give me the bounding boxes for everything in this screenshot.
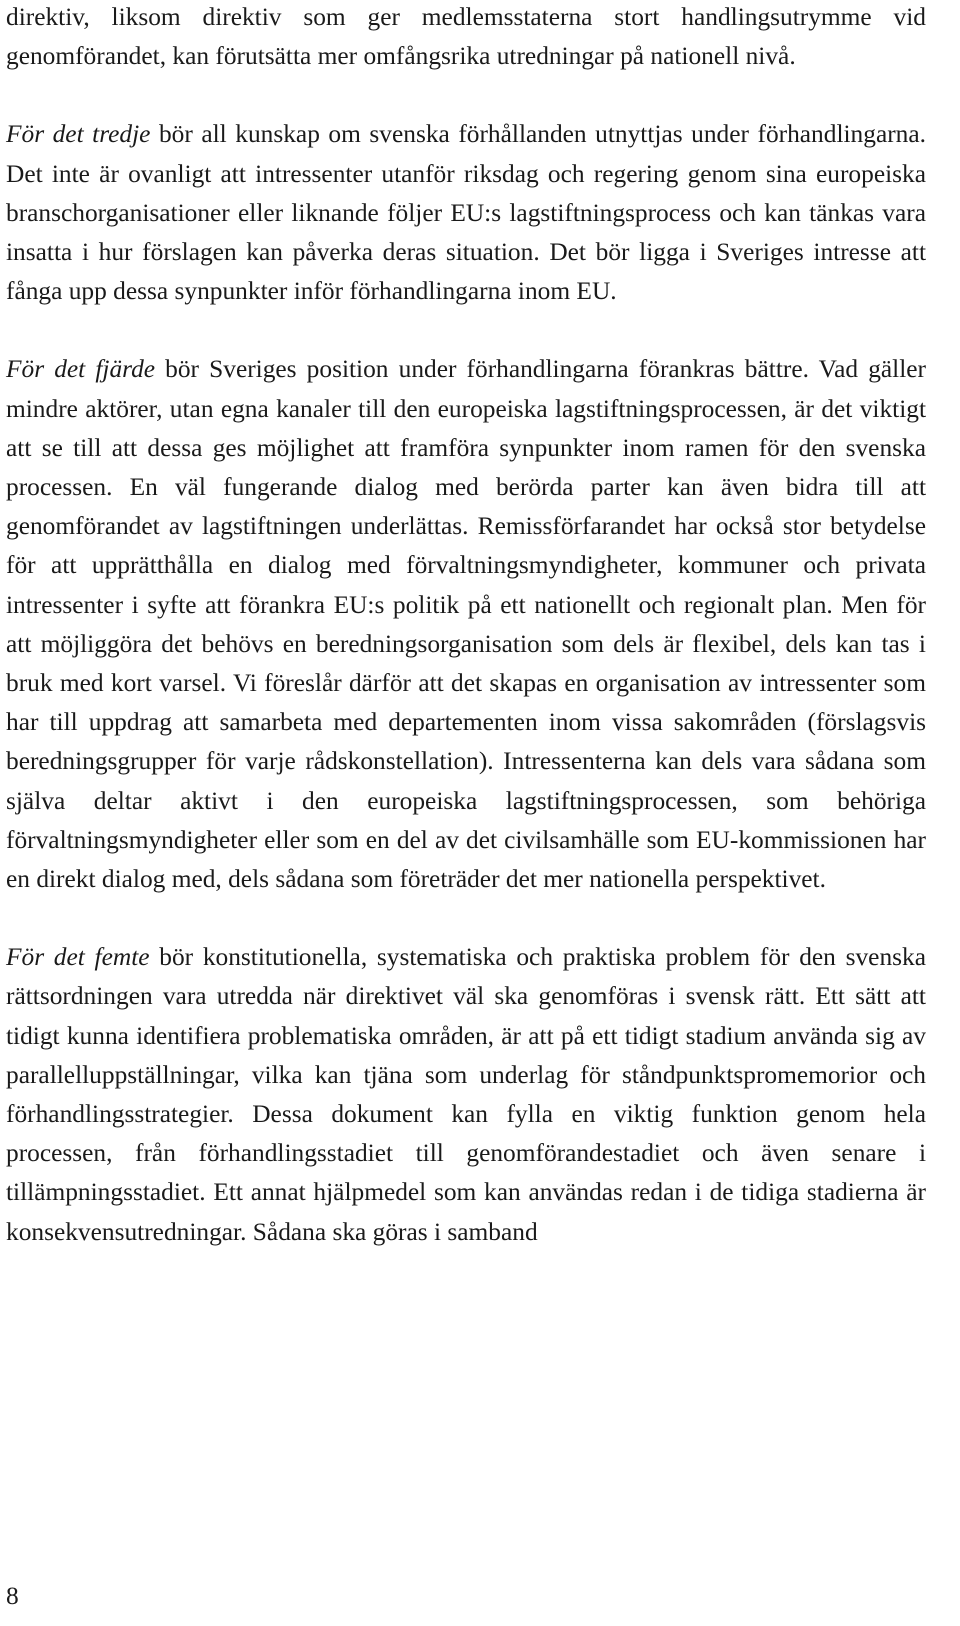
paragraph-fifth bbox=[6, 938, 926, 1252]
paragraph-lead-italic: För det tredje bbox=[6, 120, 151, 149]
paragraph-gap bbox=[6, 899, 926, 938]
paragraph-gap bbox=[6, 311, 926, 350]
paragraph-gap bbox=[6, 76, 926, 115]
document-page bbox=[6, 0, 926, 1252]
paragraph-text: bör Sveriges position under förhandlingarna förankras bättre. Vad gäller mindre aktörer, utan egna kanaler till den europeiska lagstiftningsprocessen, är det viktigt att se till att dessa ges möjlighet att framföra synpunkter inom ramen för den svenska processen. En väl fungerande dialog med berörda parter kan även bidra till att genomförandet av lagstiftningen underlättas. Remissförfarandet har också stor betydelse för att upprätthålla en dialog med förvaltningsmyndigheter, kommuner och privata intressenter i syfte att förankra EU:s politik på ett nationellt och regionalt plan. Men för att möjliggöra det behövs en beredningsorganisation som dels är flexibel, dels kan tas i bruk med kort varsel. Vi föreslår därför att det skapas en organisation av intressenter som har till uppdrag att samarbeta med departementen inom vissa sakområden (förslagsvis beredningsgrupper för varje rådskonstellation). Intressenterna kan dels vara sådana som själva deltar aktivt i den europeiska lagstiftningsprocessen, som behöriga förvaltningsmyndigheter eller som en del av det civilsamhälle som EU-kommissionen har en direkt dialog med, dels sådana som företräder det mer nationella perspektivet. bbox=[6, 355, 926, 894]
paragraph-fourth bbox=[6, 350, 926, 899]
paragraph-lead-italic: För det femte bbox=[6, 943, 150, 972]
paragraph-text: bör konstitutionella, systematiska och praktiska problem för den svenska rättsordningen vara utredda när direktivet väl ska genomföras i svensk rätt. Ett sätt att tidigt kunna identifiera problematiska områden, är att på ett tidigt stadium använda sig av parallelluppställningar, vilka kan tjäna som underlag för ståndpunktspromemorior och förhandlingsstrategier. Dessa dokument kan fylla en viktig funktion genom hela processen, från förhandlingsstadiet till genomförandestadiet och även senare i tillämpningsstadiet. Ett annat hjälpmedel som kan användas redan i de tidiga stadierna är konsekvensutredningar. Sådana ska göras i samband bbox=[6, 943, 926, 1246]
paragraph-text: bör all kunskap om svenska förhållanden utnyttjas under förhandlingarna. Det inte är ovanligt att intressenter utanför riksdag och regering genom sina europeiska branschorganisationer eller liknande följer EU:s lagstiftningsprocess och kan tänkas vara insatta i hur förslagen kan påverka deras situation. Det bör ligga i Sveriges intresse att fånga upp dessa synpunkter inför förhandlingarna inom EU. bbox=[6, 120, 926, 306]
paragraph-continuation bbox=[6, 0, 926, 76]
page-number: 8 bbox=[6, 1582, 19, 1610]
paragraph-third bbox=[6, 115, 926, 311]
paragraph-lead-italic: För det fjärde bbox=[6, 355, 156, 384]
paragraph-text: direktiv, liksom direktiv som ger medlemsstaterna stort handlingsutrymme vid genomförandet, kan förutsätta mer omfångsrika utredningar på nationell nivå. bbox=[6, 3, 926, 71]
